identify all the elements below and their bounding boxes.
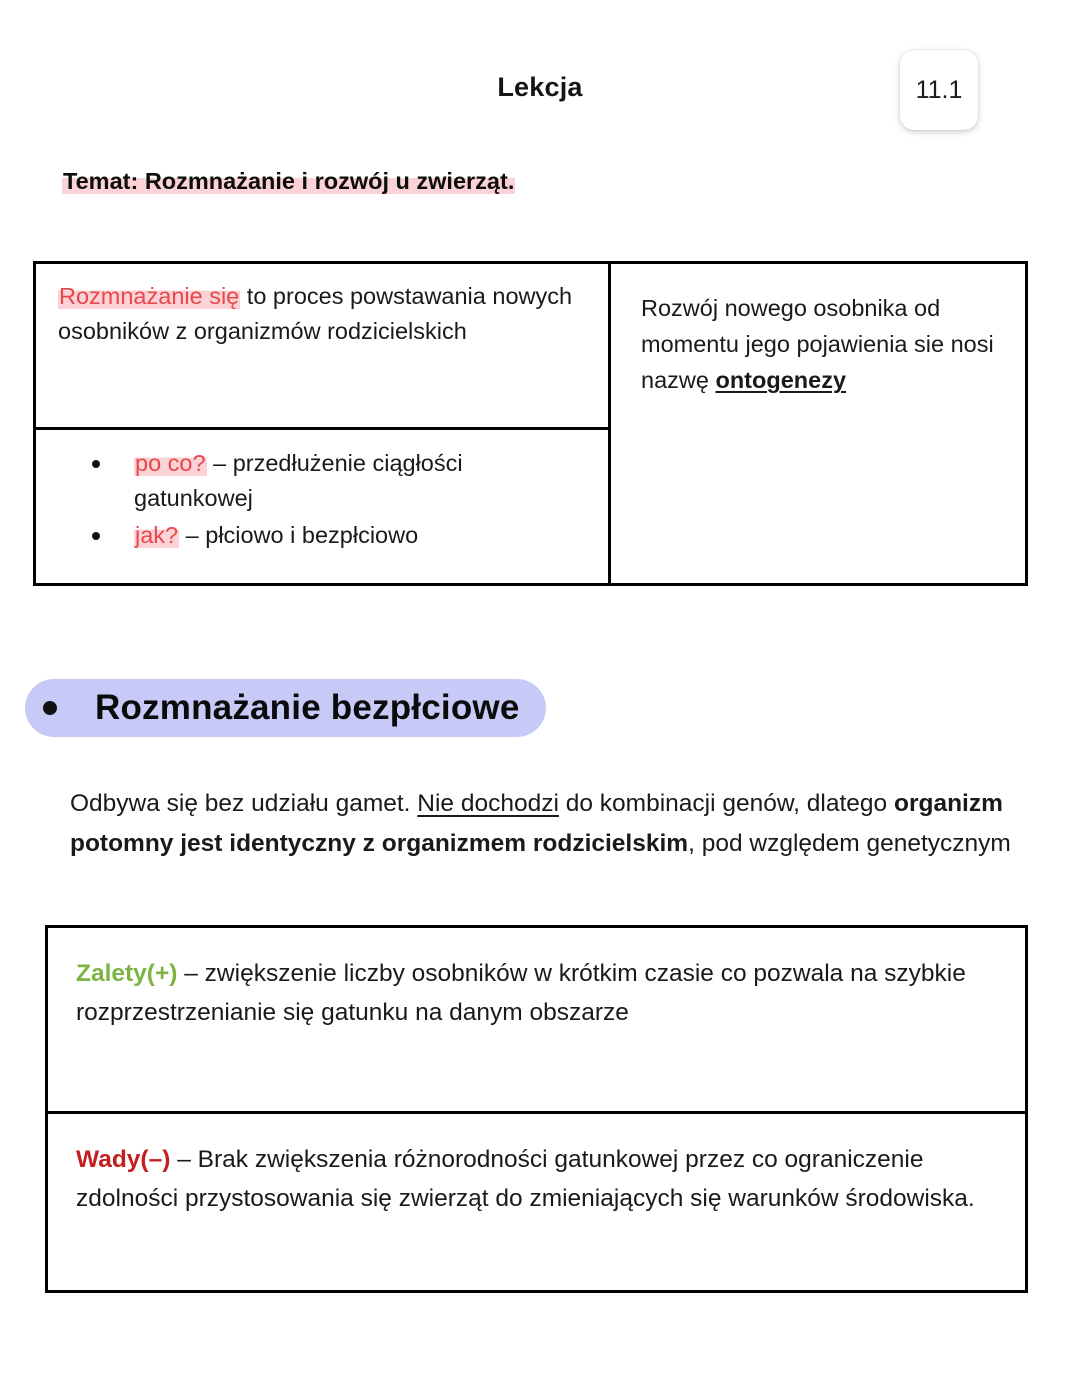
question-key-po-co: po co? [135, 450, 206, 476]
section-heading-rozmnazanie-bezplciowe [25, 679, 546, 737]
question-answer-po-co: – przedłużenie ciągłości gatunkowej [134, 450, 463, 511]
definition-term-rest: to proces powstawania nowych osobników z organizmów rodzicielskich [58, 283, 573, 344]
definition-cell-term [36, 264, 608, 430]
intro-bold-phrase: organizm potomny jest identyczny z organizmem rodzicielskim [70, 790, 1003, 857]
page-number-badge-label: 11.1 [915, 75, 963, 104]
pros-text: – zwiększenie liczby osobników w krótkim czasie co pozwala na szybkie rozprzestrzenianie się gatunku na danym obszarze [76, 960, 966, 1027]
definition-cell-ontogeneza [611, 264, 1025, 583]
cons-tag: Wady(–) [76, 1146, 171, 1173]
topic-line [62, 168, 515, 195]
question-answer-jak: – płciowo i bezpłciowo [179, 522, 419, 549]
question-list [58, 446, 586, 553]
cons-row [48, 1114, 1025, 1218]
ontogeneza-term: ontogenezy [715, 367, 847, 394]
page-header [0, 0, 1080, 150]
section-heading-label: Rozmnażanie bezpłciowe [95, 688, 520, 727]
definition-table-left-column [36, 264, 611, 583]
pros-tag: Zalety(+) [76, 960, 178, 987]
cons-text: – Brak zwiększenia różnorodności gatunkowej przez co ograniczenie zdolności przystosowania się zwierząt do zmieniających się warunków środowiska. [76, 1146, 975, 1213]
definition-table [33, 261, 1028, 586]
page-number-badge [900, 50, 978, 130]
intro-part-1: Odbywa się bez udziału gamet. [70, 790, 418, 817]
intro-part-3: , pod względem genetycznym [688, 829, 1011, 857]
list-item [92, 446, 586, 515]
page-title: Lekcja [497, 72, 583, 102]
topic-label: Temat: Rozmnażanie i rozwój u zwierząt. [63, 168, 515, 194]
pros-cons-box [45, 925, 1028, 1293]
ontogeneza-lead-text: Rozwój nowego osobnika od momentu jego pojawienia sie nosi nazwę [641, 295, 994, 394]
pros-row [48, 928, 1025, 1114]
definition-cell-questions [36, 430, 608, 583]
list-item [92, 518, 586, 553]
intro-underlined-phrase: Nie dochodzi [417, 790, 559, 817]
question-key-jak: jak? [135, 522, 179, 549]
highlighted-term-rozmnazanie: Rozmnażanie się [59, 283, 240, 309]
intro-paragraph [70, 784, 1055, 863]
intro-part-2: do kombinacji genów, dlatego [558, 790, 894, 817]
bullet-dot-icon [43, 701, 57, 715]
